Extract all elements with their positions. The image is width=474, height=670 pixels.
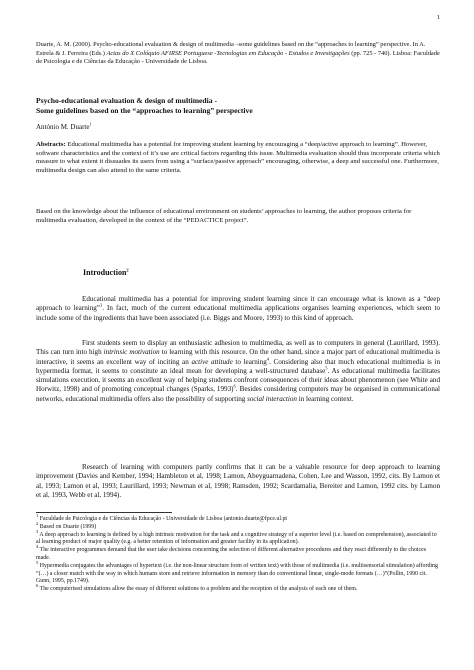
footnote-divider — [36, 512, 172, 513]
footnote-text: The interactive programmes demand that the user take decisions concerning the selection of different alternative procedures and they react differently to the choices made. — [36, 547, 427, 561]
p1-text-b: . In fact, much of the current educational multimedia applications organises learning experiences, which seem to include some of the ingredients that have been associated (i.e. Biggs and Moore, 1993) to this kind of approach. — [36, 304, 441, 322]
abstract-second-paragraph: Based on the knowledge about the influence of educational environment on students’ approaches to learning, the author proposes criteria for multimedia evaluation, developed in the context of the “PEDACTICE project”. — [36, 208, 412, 224]
footnote-number: 2 — [36, 520, 39, 526]
footnote — [36, 559, 440, 589]
p2-text-e: . As educational multimedia facilitates simulations execution, it seems an excellent way of helping students confront consequences of their ideas about phenomenon (see White and Horwitz, 1998) and of promoting conceptual changes (Sparks, 1993) — [36, 366, 440, 394]
author — [36, 123, 92, 131]
paper-title — [36, 96, 440, 115]
footnote-text: Based on Duarte (1999) — [38, 523, 97, 530]
p2-italic-2: active attitude — [191, 357, 233, 366]
paragraph-1 — [36, 295, 440, 323]
p1-text-a: Educational multimedia has a potential for improving student learning since it can encourage what is known as a “deep approach to learning” — [36, 295, 440, 313]
footnote-ref-4: 4 — [266, 356, 270, 362]
footnote-number: 1 — [36, 513, 39, 519]
section-footnote-ref: 2 — [126, 267, 129, 273]
footnote-ref-6: 6 — [233, 384, 236, 390]
footnote-number: 4 — [36, 544, 39, 550]
section-heading — [83, 268, 129, 277]
citation-text: Duarte, A. M. (2000). Psycho-educational evaluation & design of multimedia –some guidelines based on the “approaches to learning” perspective. In A. Estrela & J. Ferreira (Eds.) — [36, 41, 426, 57]
footnote — [36, 513, 440, 524]
title-line-1: Psycho-educational evaluation & design of multimedia - — [36, 96, 217, 105]
footnote-text: A deep approach to learning is defined by a high intrinsic motivation for the task and a cognitive strategy of a superior level (i.e. based on comprehension), associated to al learning product of major quality (e.g. a better retention of information and greater facility in its application). — [36, 531, 437, 546]
footnotes — [36, 513, 440, 594]
footnote-text: Hypermedia conjugates the advantages of hypertext (i.e. the non-linear structure form of written text) with those of multimedia (i.e. multisensorial stimulation) affording “(…) a closer match with the way in which humans store and retrieve information in memory than do conventional linear, single-mode formats (…)”(Pollin, 1990 cit. Gunn, 1995, pp.1749). — [36, 562, 438, 585]
citation-italic: Actas do X Colóquio AFIRSE Portuguese -Tecnologias em Educação - Estudos e Investigações — [106, 49, 350, 57]
footnote — [36, 528, 440, 548]
p2-text-a: First students seem to display an enthusiastic adhesion to multimedia, as well as to computers in general (Laurillard, 1993). This can turn into high — [36, 339, 440, 357]
author-name: António M. Duarte — [36, 123, 90, 131]
p2-text-g: in learning context. — [296, 394, 354, 403]
footnote — [36, 544, 440, 563]
page-number: 1 — [436, 14, 440, 21]
abstract-label: Abstracts: — [36, 141, 66, 148]
p2-italic-1: intrinsic motivation — [103, 348, 160, 357]
paragraph-3: Research of learning with computers partly confirms that it can be a valuable resource for deep approach to learning improvement (Davies and Kember, 1994; Hambleton et al, 1998; Lamon, Abeyguarnadena, Cohen, Lee and Wasson, 1992, cits. By Lamon et al, 1993; Lamon et al, 1993; Laurillard, 1993; Newman et al, 1998; Ramsden, 1992; Scardamalia, Bereiter and Lamon, 1992 cits. by Lamon et al, 1993, Webb et al, 1994). — [36, 463, 440, 499]
abstract-text: Educational multimedia has a potential for improving student learning by encouraging a “deep/active approach to learning”. However, software characteristics and the context of it’s use are critical factors regarding this issue. Multimedia evaluation should thus incorporate criteria which measure to what extent it dissuades its users from using a “surface/passive approach” encouraging, otherwise, a deep and successful one. Furthermore, multimedia design can also attend to the same criteria. — [36, 141, 440, 174]
citation — [36, 41, 440, 67]
author-footnote-ref: 1 — [89, 121, 92, 127]
p2-text-c: to learning — [232, 357, 267, 366]
footnote-number: 5 — [36, 559, 39, 565]
p2-italic-3: social interaction — [247, 394, 297, 403]
footnote-text: Faculdade de Psicologia e de Ciências da Educação - Universidade de Lisboa (antonio.duarte@fpce.ul.pt — [38, 516, 288, 522]
footnote — [36, 520, 440, 532]
footnote-text: The computerised simulations allow the essay of different solutions to a problem and the reception of the analysis of each one of them. — [38, 586, 358, 593]
p2-text-f: . Besides considering computers may be organised in communicational networks, educational multimedia offers also the possibility of supporting — [36, 385, 440, 403]
footnote — [36, 583, 440, 594]
abstract — [36, 141, 440, 175]
section-heading-text: Introduction — [83, 268, 127, 277]
footnote-number: 3 — [36, 528, 39, 534]
footnote-ref-5: 5 — [325, 365, 328, 371]
p2-text-d: . Considering also that much educational multimedia is in hypermedia format, it seems to constitute an ideal mean for developing a well-structured database — [36, 357, 440, 375]
p2-text-b: to learning with this resource. On the other hand, since a major part of educational multimedia is interactive, it seems an excellent way of inciting an — [36, 348, 441, 366]
footnote-number: 6 — [36, 583, 39, 589]
paragraph-2 — [36, 339, 440, 404]
title-line-2: Some guidelines based on the “approaches to learning” perspective — [36, 105, 253, 115]
footnote-ref-3: 3 — [99, 302, 103, 308]
citation-tail: (pp. 725 - 740). Lisboa: Faculdade de Psicologia e de Ciências da Educação - Universidade de Lisboa. — [36, 49, 440, 66]
